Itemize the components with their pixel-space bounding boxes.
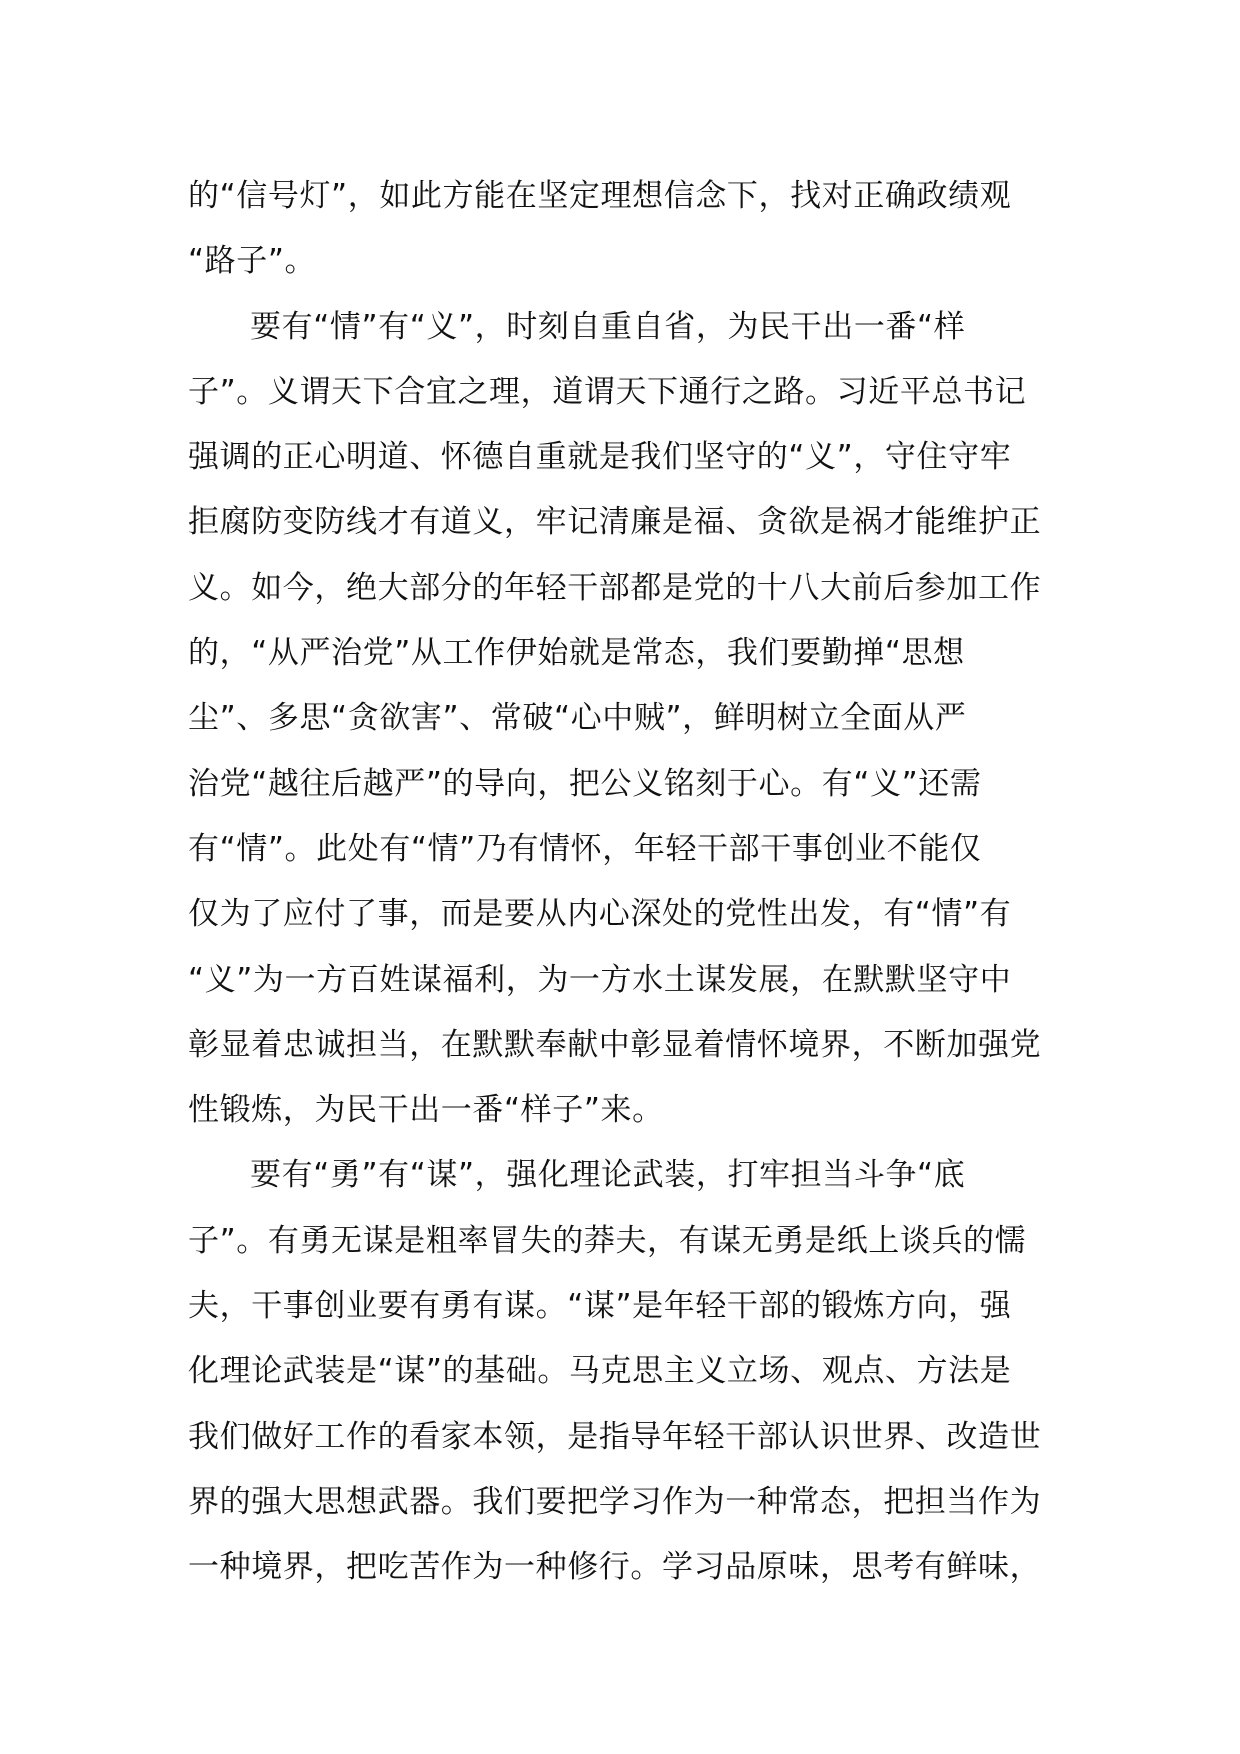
paragraph-start-line: 要有“勇”有“谋”，强化理论武装，打牢担当斗争“底 <box>250 1157 966 1194</box>
text-line: 拒腐防变防线才有道义，牢记清廉是福、贪欲是祸才能维护正 <box>188 504 1042 541</box>
text-line: 治党“越往后越严”的导向，把公义铭刻于心。有“义”还需 <box>188 765 982 802</box>
text-line: “路子”。 <box>188 243 317 280</box>
paragraph-start-line: 要有“情”有“义”，时刻自重自省，为民干出一番“样 <box>250 308 966 345</box>
text-line: 化理论武装是“谋”的基础。马克思主义立场、观点、方法是 <box>188 1353 1012 1390</box>
text-line: 的“信号灯”，如此方能在坚定理想信念下，找对正确政绩观 <box>188 178 1012 214</box>
text-line: 子”。义谓天下合宜之理，道谓天下通行之路。习近平总书记 <box>188 373 1027 410</box>
text-line: 子”。有勇无谋是粗率冒失的莽夫，有谋无勇是纸上谈兵的懦 <box>188 1222 1027 1259</box>
text-line: 夫，干事创业要有勇有谋。“谋”是年轻干部的锻炼方向，强 <box>188 1288 1012 1325</box>
body-text <box>188 164 1058 1601</box>
text-line: 义。如今，绝大部分的年轻干部都是党的十八大前后参加工作 <box>188 569 1042 606</box>
text-line: 彰显着忠诚担当，在默默奉献中彰显着情怀境界，不断加强党 <box>188 1026 1042 1063</box>
text-line: 有“情”。此处有“情”乃有情怀，年轻干部干事创业不能仅 <box>188 830 982 867</box>
text-line: 性锻炼，为民干出一番“样子”来。 <box>188 1092 664 1129</box>
text-line: 我们做好工作的看家本领，是指导年轻干部认识世界、改造世 <box>188 1418 1042 1455</box>
text-line: 强调的正心明道、怀德自重就是我们坚守的“义”，守住守牢 <box>188 439 1012 476</box>
text-line: 一种境界，把吃苦作为一种修行。学习品原味，思考有鲜味， <box>188 1549 1042 1586</box>
text-line: 尘”、多思“贪欲害”、常破“心中贼”，鲜明树立全面从严 <box>188 700 967 737</box>
text-line: 仅为了应付了事，而是要从内心深处的党性出发，有“情”有 <box>188 896 1012 933</box>
text-line: 界的强大思想武器。我们要把学习作为一种常态，把担当作为 <box>188 1483 1042 1520</box>
text-line: “义”为一方百姓谋福利，为一方水土谋发展，在默默坚守中 <box>188 961 1012 998</box>
text-line: 的，“从严治党”从工作伊始就是常态，我们要勤掸“思想 <box>188 635 965 672</box>
